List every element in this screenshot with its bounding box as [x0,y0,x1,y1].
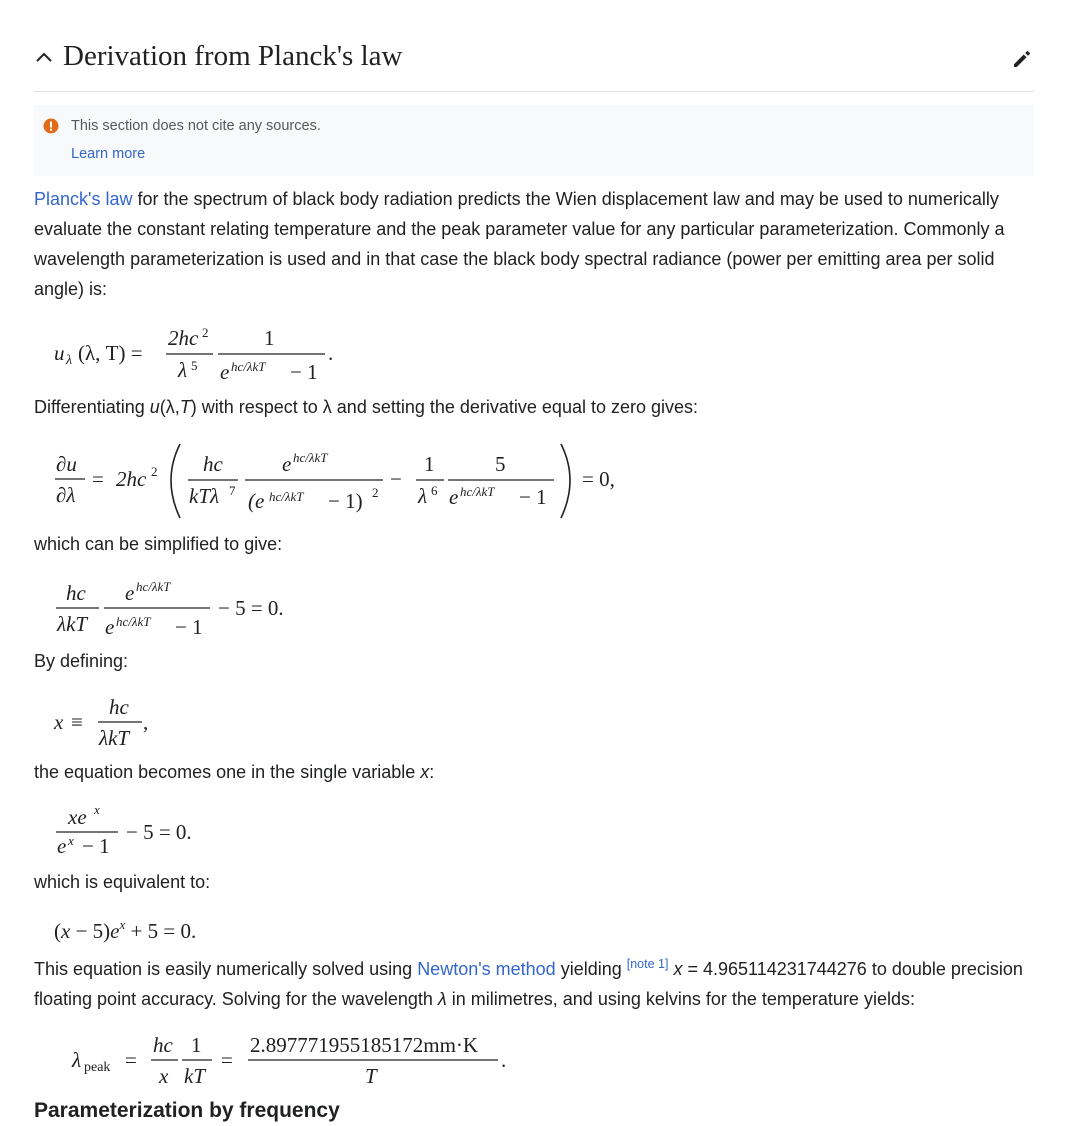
exclamation-circle-icon [43,118,59,134]
equation-spectral-radiance [52,322,352,386]
eq-text: . [501,1048,507,1072]
equation-equivalent [52,914,252,948]
eq-text: 7 [229,483,236,498]
eq-text: (λ, T) = [78,341,143,365]
pencil-edit-icon[interactable] [1010,47,1034,71]
eq-text: e [57,834,67,858]
eq-text: hc/λkT [269,489,304,504]
eq-text: x [119,917,126,932]
eq-text: peak [84,1060,111,1075]
eq-text: λ [418,484,428,508]
eq-text: 5 [191,358,198,373]
eq-text: u [54,341,65,365]
equation-derivative [52,440,652,524]
eq-text: 2 [372,485,379,500]
eq-text: kTλ [189,484,220,508]
eq-text: e [449,485,459,509]
eq-text: e [220,360,230,384]
eq-text: hc [153,1033,173,1057]
p7-text: in milimetres, and using kelvins for the temperature yields: [446,989,915,1009]
eq-text: kT [184,1064,205,1088]
eq-text: − 1) [328,489,363,513]
eq-text: hc/λkT [293,450,328,465]
eq-text: x [159,1064,169,1088]
eq-text: λkT [57,612,88,636]
eq-text: − [390,467,402,491]
paragraph-simplified: which can be simplified to give: [34,534,283,554]
note-1-link[interactable]: [note 1] [626,957,669,971]
eq-text: (e [248,489,265,513]
eq-text: 1 [424,452,435,476]
eq-text: − 5 = 0. [218,596,284,620]
paragraph-defining: By defining: [34,651,129,671]
eq-text: hc [109,695,129,719]
eq-text: e [282,452,292,476]
learn-more-link[interactable]: Learn more [71,146,146,162]
eq-text: λ [72,1048,82,1072]
intro-text: for the spectrum of black body radiation predicts the Wien displacement law and may be used to numerically evaluate the constant relating temperature and the peak parameter value for any particular parameterization. Commonly a wavelength parameterization is used and in that case the black body spectral radiance (power per emitting area per solid angle) is: [34,189,1005,299]
eq-text: ( [54,919,61,943]
eq-text: 6 [431,483,438,498]
equation-x-definition [52,692,172,752]
eq-text: T [365,1064,377,1088]
eq-text: hc [66,581,86,605]
eq-text: − 5 = 0. [126,820,192,844]
eq-text: x [94,802,100,817]
eq-text: − 1 [519,485,547,509]
citation-notice [34,105,1034,176]
eq-text: e [110,919,120,943]
eq-text: 2.897771955185172mm·K [250,1033,479,1057]
p2-text: Differentiating [34,397,150,417]
eq-text: e [125,581,135,605]
eq-text: 1 [264,326,275,350]
eq-text: = [221,1048,233,1072]
eq-text: − 5) [70,919,111,943]
eq-text: 2hc [168,326,199,350]
eq-text: 2hc [116,467,147,491]
var-u: u [149,397,160,417]
eq-text: − 1 [175,615,203,639]
eq-text: xe [68,805,87,829]
var-lambda: λ [437,989,447,1009]
eq-text: , [143,710,149,734]
paragraph-newton [34,954,1034,1014]
eq-text: x [54,710,64,734]
eq-text: hc/λkT [136,579,171,594]
notice-text: This section does not cite any sources. [71,118,321,134]
eq-text: = [125,1048,137,1072]
paragraph-equivalent: which is equivalent to: [34,872,211,892]
p7-text: = 4.965114231744276 to double precision floating point accuracy. Solving for the wavelength [34,959,1023,1009]
paragraph-intro [34,184,1034,304]
eq-text: = [92,467,104,491]
var-x: x [420,762,430,782]
eq-text: 1 [191,1033,202,1057]
eq-text: λ [178,358,188,382]
plancks-law-link[interactable]: Planck's law [34,189,133,209]
eq-text: 5 [495,452,506,476]
section-title: Derivation from Planck's law [63,40,403,72]
left-paren [171,444,180,518]
equation-simplified [52,576,312,640]
eq-text: λkT [99,726,130,750]
p5-text: the equation becomes one in the single variable [34,762,421,782]
eq-text: e [105,615,115,639]
eq-text: ∂λ [56,483,76,507]
eq-text: x [61,919,71,943]
eq-text: λ [66,353,73,368]
right-paren [561,444,570,518]
paragraph-single-variable [34,757,1034,787]
eq-text: ≡ [71,710,83,734]
equation-single-variable [52,803,232,859]
eq-text: hc/λkT [231,359,266,374]
chevron-up-icon[interactable] [34,47,54,67]
p7-text: This equation is easily numerically solved using [34,959,418,979]
equation-peak-wavelength [52,1030,522,1090]
eq-text: . [328,341,334,365]
var-x: x [673,959,683,979]
next-section-title: Parameterization by frequency [34,1099,340,1122]
eq-text: x [68,833,74,848]
eq-text: − 1 [290,360,318,384]
eq-text [54,917,196,943]
eq-text: 2 [151,464,158,479]
p2-text: ) with respect to λ and setting the derivative equal to zero gives: [190,397,699,417]
p2-text: (λ, [159,397,180,417]
eq-text: − 1 [82,834,110,858]
eq-text: hc/λkT [116,614,151,629]
eq-text: hc [203,452,223,476]
eq-text: ∂u [56,452,77,476]
p7-text: yielding [555,959,627,979]
p5-text: : [429,762,435,782]
newtons-method-link[interactable]: Newton's method [417,959,556,979]
paragraph-differentiating [34,392,1034,422]
var-T: T [179,397,191,417]
eq-text: = 0, [582,467,615,491]
eq-text: hc/λkT [460,484,495,499]
section-header [34,36,1034,92]
eq-text: 2 [202,325,209,340]
eq-text: + 5 = 0. [125,919,197,943]
